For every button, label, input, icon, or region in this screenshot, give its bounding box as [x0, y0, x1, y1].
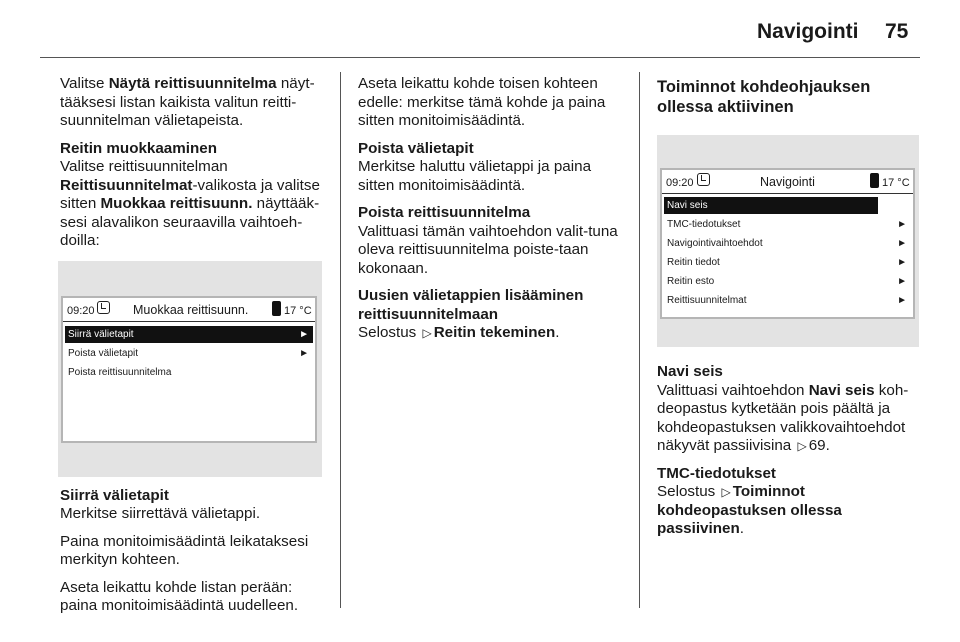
screen-divider: [63, 321, 315, 322]
screenshot-edit-route: [58, 261, 322, 477]
edit-text-1: Valitse reittisuunnitelman: [60, 158, 228, 175]
edit-paragraph: [60, 158, 330, 251]
move-step-2: Paina monitoimisäädintä leikataksesi merkityn kohteen.: [60, 532, 309, 568]
status-bar: [662, 170, 913, 194]
chevron-right-icon: ►: [897, 257, 907, 268]
temperature: 17 °C: [284, 304, 312, 317]
edit-heading: Reitin muokkaaminen: [60, 139, 217, 157]
edit-bold-1: Reittisuunnitelmat: [60, 176, 193, 194]
display-screen: [660, 168, 915, 319]
left-column: [60, 75, 330, 625]
move-step-3: Aseta leikattu kohde listan perään: paina monitoimisäädintä uudelleen.: [60, 578, 299, 614]
chevron-right-icon: ►: [897, 238, 907, 249]
thermometer-icon: [272, 301, 281, 316]
move-heading: Siirrä välietapit: [60, 486, 169, 504]
chevron-right-icon: ►: [897, 219, 907, 230]
menu-item-label: Poista reittisuunnitelma: [68, 366, 172, 378]
menu-item-route-info[interactable]: [664, 254, 911, 271]
edit-text-3: näyttääk-sesi alavalikon seuraavilla vaihtoeh-doilla:: [60, 195, 320, 249]
navi-stop-heading: Navi seis: [657, 363, 723, 380]
reference-link-route[interactable]: Reitin tekeminen: [433, 324, 556, 341]
header-rule: [40, 57, 920, 58]
menu-item-route-block[interactable]: [664, 273, 911, 290]
menu-item-navi-stop[interactable]: [664, 197, 878, 214]
intro-paragraph: [60, 75, 330, 131]
screen-divider: [662, 193, 913, 194]
delete-route-text: Valittuasi tämän vaihtoehdon valit-tuna oleva reittisuunnitelma poiste-taan kokonaan.: [358, 222, 618, 277]
delete-route-heading: Poista reittisuunnitelma: [358, 204, 531, 221]
menu-item-label: TMC-tiedotukset: [667, 219, 741, 230]
page-number: 75: [885, 20, 909, 43]
clock-icon: [97, 301, 110, 314]
navi-text-1: Valittuasi vaihtoehdon: [657, 381, 809, 399]
clock-time: 09:20: [666, 177, 694, 189]
screen-title: Navigointi: [760, 175, 815, 189]
navi-bold: Navi seis: [808, 381, 875, 399]
menu-item-route-plans[interactable]: [664, 292, 911, 309]
tmc-paragraph: [657, 483, 927, 539]
temperature: 17 °C: [882, 177, 910, 189]
chevron-right-icon: ►: [897, 276, 907, 287]
menu-item-delete-route[interactable]: [65, 364, 313, 381]
reference-link-inactive-guidance[interactable]: Toiminnot kohdeopastuksen ollessa passiivinen: [657, 483, 842, 537]
menu-item-nav-options[interactable]: [664, 235, 911, 252]
page-title: Navigointi: [757, 20, 859, 43]
page-header: [0, 0, 960, 58]
page-reference[interactable]: 69: [808, 437, 826, 454]
thermometer-icon: [870, 173, 879, 188]
menu-item-tmc[interactable]: [664, 216, 911, 233]
menu-item-move-waypoints[interactable]: [65, 326, 313, 343]
menu-item-label: Poista välietapit: [68, 347, 139, 359]
middle-column: [358, 75, 628, 352]
screen-title: Muokkaa reittisuunn.: [133, 302, 249, 317]
edit-bold-2: Muokkaa reittisuunn.: [100, 195, 253, 212]
tmc-end: .: [739, 520, 744, 537]
intro-text: Valitse: [60, 75, 109, 92]
chevron-right-icon: ►: [299, 347, 309, 359]
reference-arrow-icon: ▷: [422, 326, 432, 340]
add-text: Selostus: [358, 324, 421, 341]
menu-item-label: Reitin esto: [667, 276, 715, 287]
clock-icon: [697, 173, 710, 186]
navi-end: .: [825, 437, 830, 454]
column-divider-1: [340, 72, 341, 608]
active-guidance-heading: Toiminnot kohdeohjauksen ollessa aktiivinen: [657, 78, 871, 116]
screenshot-navigation-menu: [657, 135, 919, 347]
add-waypoints-paragraph: [358, 324, 628, 343]
menu-item-label: Navi seis: [667, 200, 708, 211]
tmc-text: Selostus: [657, 483, 720, 500]
move-step-1: Merkitse siirrettävä välietappi.: [60, 505, 261, 522]
column-divider-2: [639, 72, 640, 608]
add-end: .: [555, 324, 560, 341]
chevron-right-icon: ►: [897, 295, 907, 306]
right-column: [657, 75, 927, 548]
delete-waypoints-heading: Poista välietapit: [358, 139, 474, 157]
chevron-right-icon: ►: [299, 328, 309, 340]
menu-item-label: Navigointivaihtoehdot: [667, 238, 763, 249]
menu-item-label: Reittisuunnitelmat: [667, 295, 747, 306]
intro-text-end: näyt-tääksesi listan kaikista valitun reitti-suunnitelman välietapeista.: [60, 75, 315, 129]
edit-text-2: -valikosta ja valitse sitten: [60, 176, 320, 212]
intro-bold: Näytä reittisuunnitelma: [108, 75, 277, 92]
tmc-heading: TMC-tiedotukset: [657, 464, 776, 482]
clock-time: 09:20: [67, 304, 95, 317]
menu-item-label: Reitin tiedot: [667, 257, 720, 268]
reference-arrow-icon: ▷: [721, 485, 731, 499]
reorder-paragraph: Aseta leikattu kohde toisen kohteen edelle: merkitse tämä kohde ja paina sitten monitoimisäädintä.: [358, 75, 606, 129]
add-waypoints-heading: Uusien välietappien lisääminen reittisuunnitelmaan: [358, 287, 584, 323]
menu-item-label: Siirrä välietapit: [68, 328, 134, 340]
status-bar: [63, 298, 315, 322]
navi-stop-paragraph: [657, 382, 927, 456]
navi-text-2: koh-deopastus kytketään pois päältä ja kohdeopastuksen valikkovaihtoehdot näkyvät passiivisina: [657, 381, 909, 454]
menu-item-delete-waypoints[interactable]: [65, 345, 313, 362]
reference-arrow-icon: ▷: [797, 439, 807, 453]
delete-waypoints-text: Merkitse haluttu välietappi ja paina sitten monitoimisäädintä.: [358, 158, 592, 194]
display-screen: [61, 296, 317, 443]
